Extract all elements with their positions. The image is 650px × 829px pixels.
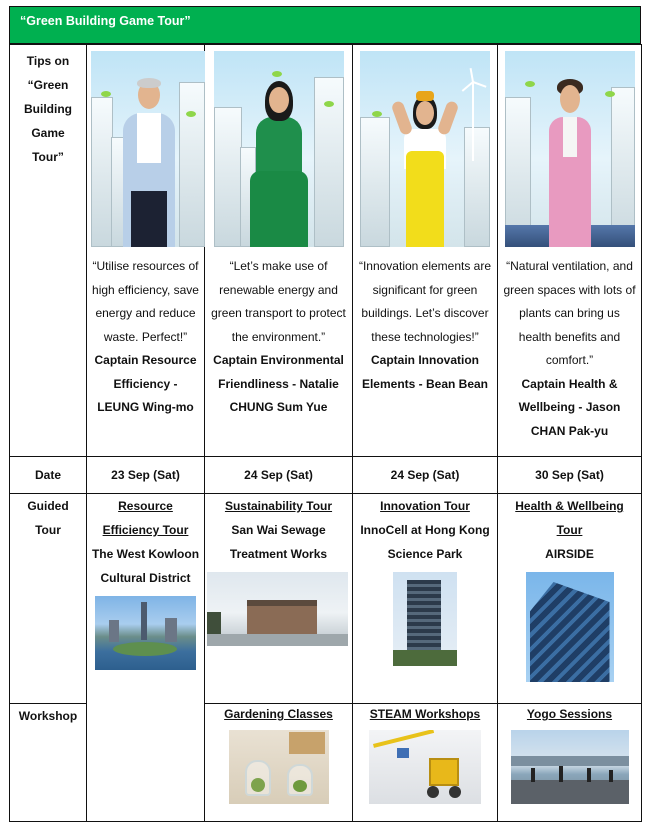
captain-name: Captain Environmental Friendliness - Natalie CHUNG Sum Yue xyxy=(213,353,344,414)
workshop-photo-steam xyxy=(369,730,481,804)
captain-photo-environment xyxy=(214,51,344,247)
workshop-name-link[interactable]: STEAM Workshops xyxy=(369,707,481,721)
workshop-name-link[interactable]: Yogo Sessions xyxy=(526,707,613,721)
captain-quote: “Utilise resources of high efficiency, save energy and reduce waste. Perfect!” xyxy=(92,259,199,344)
venue-photo-west-kowloon xyxy=(95,596,196,670)
captain-quote: “Natural ventilation, and green spaces with lots of plants can bring us health benefits and comfort.” xyxy=(503,259,636,367)
tour-name-link[interactable]: Sustainability Tour xyxy=(224,499,333,513)
workshop-cell-steam xyxy=(353,704,498,822)
tips-row-label: Tips on “Green Building Game Tour” xyxy=(24,54,72,164)
workshop-photo-gardening xyxy=(229,730,329,804)
guided-tour-cell-health xyxy=(498,494,642,704)
workshop-cell-gardening xyxy=(205,704,353,822)
guided-tour-label: Guided Tour xyxy=(27,499,69,537)
tour-venue: The West Kowloon Cultural District xyxy=(91,547,200,585)
tour-name-link[interactable]: Innovation Tour xyxy=(380,499,470,513)
captain-photo-health xyxy=(505,51,635,247)
date-row-header: Date xyxy=(10,457,87,494)
workshop-row-header: Workshop xyxy=(10,704,87,822)
date-cell: 23 Sep (Sat) xyxy=(87,457,205,494)
captain-cell-innovation xyxy=(353,45,498,457)
captain-cell-resource xyxy=(87,45,205,457)
guided-tour-row-header xyxy=(10,494,87,704)
venue-photo-airside xyxy=(526,572,614,682)
captain-photo-resource xyxy=(91,51,205,247)
venue-photo-innocell xyxy=(393,572,457,666)
tips-row-header xyxy=(10,45,87,457)
tour-venue: AIRSIDE xyxy=(545,547,594,561)
guided-tour-cell-sustainability xyxy=(205,494,353,704)
captain-cell-health xyxy=(498,45,642,457)
date-cell: 24 Sep (Sat) xyxy=(205,457,353,494)
date-row xyxy=(10,457,642,494)
workshop-name-link[interactable]: Gardening Classes xyxy=(224,707,333,721)
captain-cell-environment xyxy=(205,45,353,457)
tour-venue: San Wai Sewage Treatment Works xyxy=(229,523,328,561)
tour-name-link[interactable]: Resource Efficiency Tour xyxy=(102,499,189,537)
venue-photo-san-wai xyxy=(207,572,348,646)
table-title: “Green Building Game Tour” xyxy=(9,6,641,44)
captain-photo-innovation xyxy=(360,51,490,247)
captain-name: Captain Health & Wellbeing - Jason CHAN Pak-yu xyxy=(518,376,621,438)
workshop-cell-yoga xyxy=(498,704,642,822)
guided-tour-cell-resource xyxy=(87,494,205,822)
guided-tour-cell-innovation xyxy=(353,494,498,704)
guided-tour-row xyxy=(10,494,642,704)
date-cell: 30 Sep (Sat) xyxy=(498,457,642,494)
tour-name-link[interactable]: Health & Wellbeing Tour xyxy=(515,499,624,537)
captain-name: Captain Resource Efficiency - LEUNG Wing-mo xyxy=(94,353,197,414)
tour-table xyxy=(9,44,642,822)
tips-row xyxy=(10,45,642,457)
captain-name: Captain Innovation Elements - Bean Bean xyxy=(361,353,489,391)
captain-quote: “Innovation elements are significant for green buildings. Let’s discover these technologies!” xyxy=(358,259,492,344)
workshop-photo-yoga xyxy=(511,730,629,804)
captain-quote: “Let’s make use of renewable energy and green transport to protect the environment.” xyxy=(211,259,346,344)
tour-venue: InnoCell at Hong Kong Science Park xyxy=(360,523,490,561)
date-cell: 24 Sep (Sat) xyxy=(353,457,498,494)
